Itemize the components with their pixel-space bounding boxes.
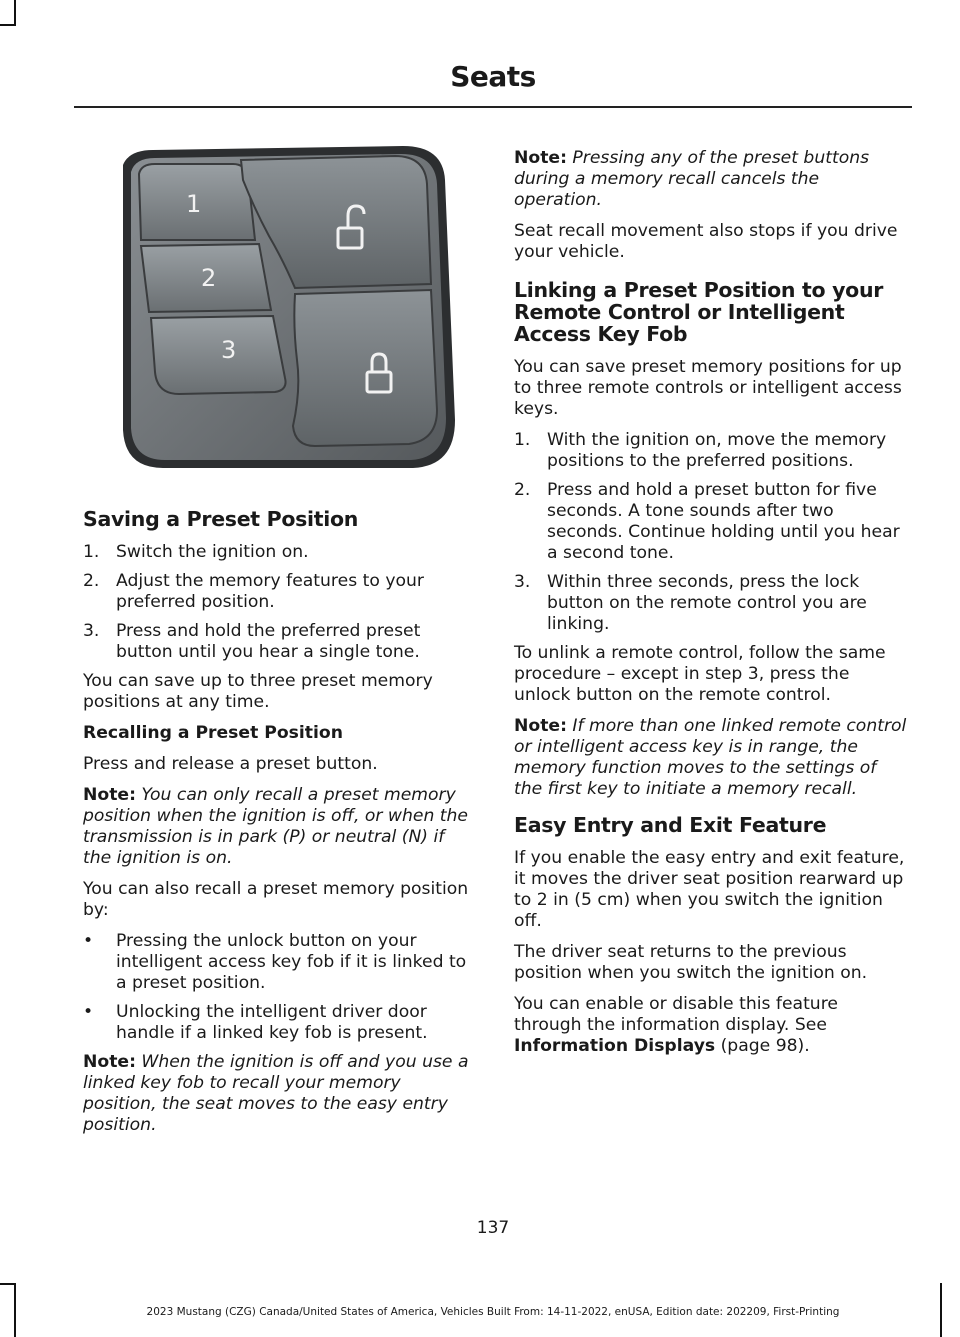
list-item: 2. Adjust the memory features to your preferred position. bbox=[83, 571, 424, 612]
list-item: 2. Press and hold a preset button for five seconds. A tone sounds after two seconds. Continue holding until you hear a second tone. bbox=[514, 480, 900, 563]
paragraph-drive-stops: Seat recall movement also stops if you drive your vehicle. bbox=[514, 221, 898, 262]
note-recall-conditions: Note: You can only recall a preset memory position when the ignition is off, or when the transmission is in park (P) or neutral (N) if the ignition is on. bbox=[83, 785, 469, 868]
paragraph-easy-entry-3: You can enable or disable this feature through the information display. See Information Displays (page 98). bbox=[514, 994, 838, 1056]
recall-methods-list bbox=[83, 931, 476, 1044]
linking-steps-list bbox=[514, 430, 909, 635]
header-rule bbox=[74, 106, 912, 108]
paragraph-press-release: Press and release a preset button. bbox=[83, 754, 378, 774]
list-item: • Pressing the unlock button on your intelligent access key fob if it is linked to a preset position. bbox=[83, 931, 467, 993]
heading-recalling-preset: Recalling a Preset Position bbox=[83, 723, 343, 743]
list-item: 1. With the ignition on, move the memory positions to the preferred positions. bbox=[514, 430, 887, 471]
paragraph-unlink: To unlink a remote control, follow the same procedure – except in step 3, press the unlock button on the remote control. bbox=[514, 643, 886, 705]
information-displays-link[interactable]: Information Displays bbox=[514, 1036, 716, 1056]
list-item: 3. Press and hold the preferred preset button until you hear a single tone. bbox=[83, 621, 421, 662]
heading-easy-entry: Easy Entry and Exit Feature bbox=[514, 813, 827, 837]
heading-saving-preset: Saving a Preset Position bbox=[83, 507, 359, 531]
list-item: 3. Within three seconds, press the lock button on the remote control you are linking. bbox=[514, 572, 867, 634]
list-item: 1. Switch the ignition on. bbox=[83, 542, 309, 562]
note-multiple-keys: Note: If more than one linked remote control or intelligent access key is in range, the memory function moves to the settings of the first key to initiate a memory recall. bbox=[514, 716, 907, 799]
preset-button-1-label: 1 bbox=[186, 190, 202, 218]
paragraph-easy-entry-1: If you enable the easy entry and exit feature, it moves the driver seat position rearward up to 2 in (5 cm) when you switch the ignition off. bbox=[514, 848, 905, 931]
page-title: Seats bbox=[450, 60, 536, 93]
page-number: 137 bbox=[476, 1218, 510, 1238]
paragraph-also-recall: You can also recall a preset memory position by: bbox=[83, 879, 469, 920]
crop-mark-bottom-left-h bbox=[0, 1283, 16, 1285]
preset-button-3-label: 3 bbox=[221, 336, 237, 364]
saving-steps-list bbox=[83, 542, 476, 663]
right-column bbox=[514, 148, 909, 1067]
preset-button-2-label: 2 bbox=[201, 264, 217, 292]
crop-mark-top-left-h bbox=[0, 24, 16, 26]
list-item: • Unlocking the intelligent driver door handle if a linked key fob is present. bbox=[83, 1002, 428, 1043]
paragraph-save-up: You can save up to three preset memory positions at any time. bbox=[83, 671, 433, 712]
note-key-fob-easy-entry: Note: When the ignition is off and you use a linked key fob to recall your memory position, the seat moves to the easy entry position. bbox=[83, 1052, 469, 1135]
memory-seat-buttons-figure bbox=[83, 140, 476, 480]
note-cancel-recall: Note: Pressing any of the preset buttons during a memory recall cancels the operation. bbox=[514, 148, 870, 210]
heading-linking-preset: Linking a Preset Position to your Remote Control or Intelligent Access Key Fob bbox=[514, 278, 884, 346]
crop-mark-top-left-v bbox=[14, 0, 16, 26]
paragraph-easy-entry-2: The driver seat returns to the previous position when you switch the ignition on. bbox=[514, 942, 868, 983]
paragraph-link-intro: You can save preset memory positions for up to three remote controls or intelligent access keys. bbox=[514, 357, 902, 419]
left-column bbox=[83, 140, 476, 1146]
footer-edition-info: 2023 Mustang (CZG) Canada/United States of America, Vehicles Built From: 14-11-2022, enUSA, Edition date: 202209, First-Printing bbox=[146, 1306, 840, 1318]
